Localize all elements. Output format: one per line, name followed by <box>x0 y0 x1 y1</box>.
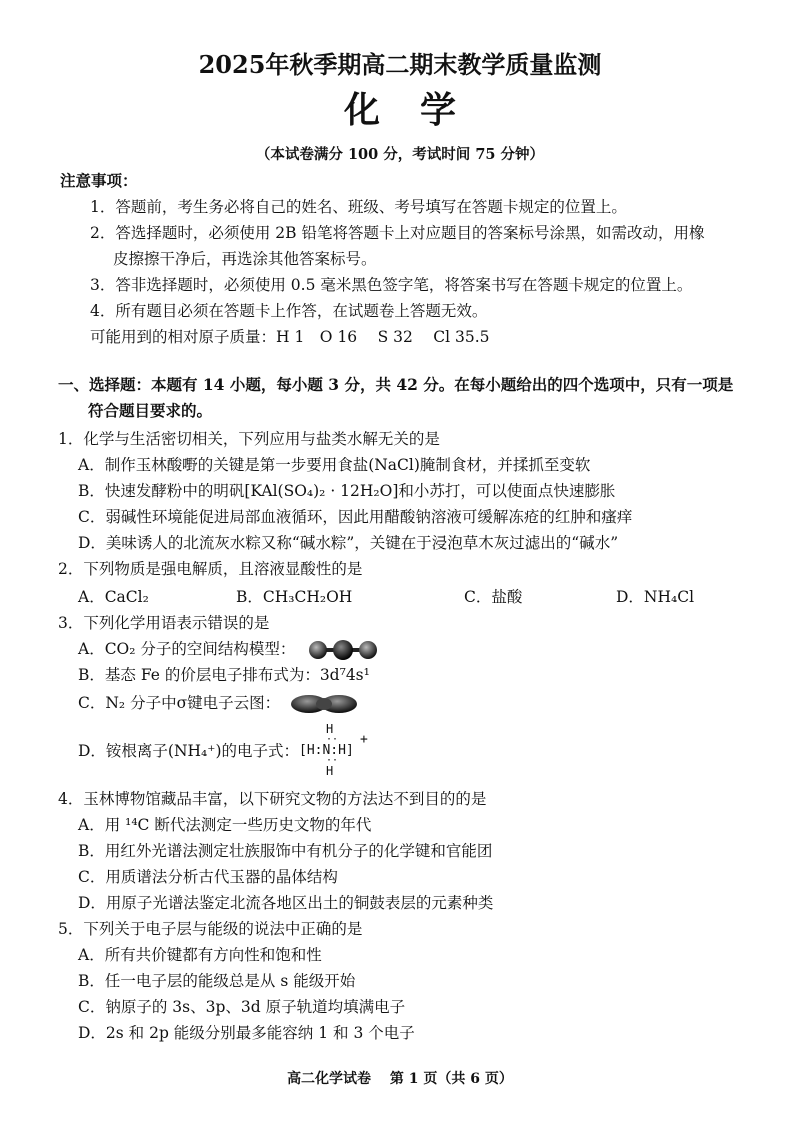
co2-model-icon <box>304 639 382 661</box>
lewis-dots-top: ·· <box>326 734 339 745</box>
sigma-bond-cloud-icon <box>289 693 359 715</box>
lewis-middle: [H:N:H] <box>299 743 354 758</box>
note-2-cont: 皮擦擦干净后，再选涂其他答案标号。 <box>113 250 377 268</box>
q4-option-d: D．用原子光谱法鉴定北流各地区出土的铜鼓表层的元素种类 <box>78 894 494 912</box>
q1-option-a: A．制作玉林酸嘢的关键是第一步要用食盐(NaCl)腌制食材，并揉抓至变软 <box>78 456 591 474</box>
q4-stem: 4．玉林博物馆藏品丰富，以下研究文物的方法达不到目的的是 <box>58 790 487 808</box>
lewis-h-top: H <box>326 722 334 736</box>
q4-option-c: C．用质谱法分析古代玉器的晶体结构 <box>78 868 338 886</box>
q1-stem: 1．化学与生活密切相关，下列应用与盐类水解无关的是 <box>58 430 440 448</box>
q3-option-c: C．N₂ 分子中σ键电子云图： <box>78 694 281 712</box>
page-footer: 高二化学试卷 第 1 页（共 6 页） <box>287 1071 513 1087</box>
q4-option-a: A．用 ¹⁴C 断代法测定一些历史文物的年代 <box>78 816 372 834</box>
q3-option-b: B．基态 Fe 的价层电子排布式为：3d⁷4s¹ <box>78 666 370 684</box>
lewis-dots-bottom: ·· <box>326 755 339 766</box>
q1-option-b: B．快速发酵粉中的明矾[KAl(SO₄)₂ · 12H₂O]和小苏打，可以使面点快速膨胀 <box>78 482 616 500</box>
q2-option-c: C．盐酸 <box>464 588 523 606</box>
q5-option-b: B．任一电子层的能级总是从 s 能级开始 <box>78 972 356 990</box>
q2-option-a: A．CaCl₂ <box>78 588 149 606</box>
q3-stem: 3．下列化学用语表示错误的是 <box>58 614 270 632</box>
note-4: 4．所有题目必须在答题卡上作答，在试题卷上答题无效。 <box>90 302 488 320</box>
q1-option-c: C．弱碱性环境能促进局部血液循环，因此用醋酸钠溶液可缓解冻疮的红肿和瘙痒 <box>78 508 633 526</box>
note-3: 3．答非选择题时，必须使用 0.5 毫米黑色签字笔，将答案书写在答题卡规定的位置上。 <box>90 276 693 294</box>
note-2: 2．答选择题时，必须使用 2B 铅笔将答题卡上对应题目的答案标号涂黑，如需改动，用橡 <box>90 224 705 242</box>
exam-meta: （本试卷满分 100 分，考试时间 75 分钟） <box>255 146 545 163</box>
section-heading: 一、选择题：本题有 14 小题，每小题 3 分，共 42 分。在每小题给出的四个选项中，只有一项是 <box>58 375 734 394</box>
notes-heading: 注意事项： <box>60 171 138 190</box>
q3-option-d: D．铵根离子(NH₄⁺)的电子式： <box>78 742 299 760</box>
lewis-h-bottom: H <box>326 764 334 778</box>
q3-option-a: A．CO₂ 分子的空间结构模型： <box>78 640 296 658</box>
q5-option-d: D．2s 和 2p 能级分别最多能容纳 1 和 3 个电子 <box>78 1024 415 1042</box>
section-heading-cont: 符合题目要求的。 <box>88 401 213 420</box>
q5-option-a: A．所有共价键都有方向性和饱和性 <box>78 946 322 964</box>
q5-stem: 5．下列关于电子层与能级的说法中正确的是 <box>58 920 363 938</box>
q3-option-a-row <box>78 638 382 661</box>
atomic-masses: 可能用到的相对原子质量：H 1 O 16 S 32 Cl 35.5 <box>90 328 490 346</box>
note-1: 1．答题前，考生务必将自己的姓名、班级、考号填写在答题卡规定的位置上。 <box>90 198 627 216</box>
q2-option-b: B．CH₃CH₂OH <box>236 588 353 606</box>
q2-stem: 2．下列物质是强电解质，且溶液显酸性的是 <box>58 560 363 578</box>
q5-option-c: C．钠原子的 3s、3p、3d 原子轨道均填满电子 <box>78 998 406 1016</box>
lewis-charge: + <box>360 732 368 747</box>
q4-option-b: B．用红外光谱法测定壮族服饰中有机分子的化学键和官能团 <box>78 842 493 860</box>
q2-option-d: D．NH₄Cl <box>616 588 695 606</box>
exam-title: 2025年秋季期高二期末教学质量监测 <box>198 50 602 79</box>
subject-title: 化学 <box>343 89 496 131</box>
q3-option-c-row <box>78 692 359 715</box>
q1-option-d: D．美味诱人的北流灰水粽又称“碱水粽”，关键在于浸泡草木灰过滤出的“碱水” <box>78 534 619 552</box>
